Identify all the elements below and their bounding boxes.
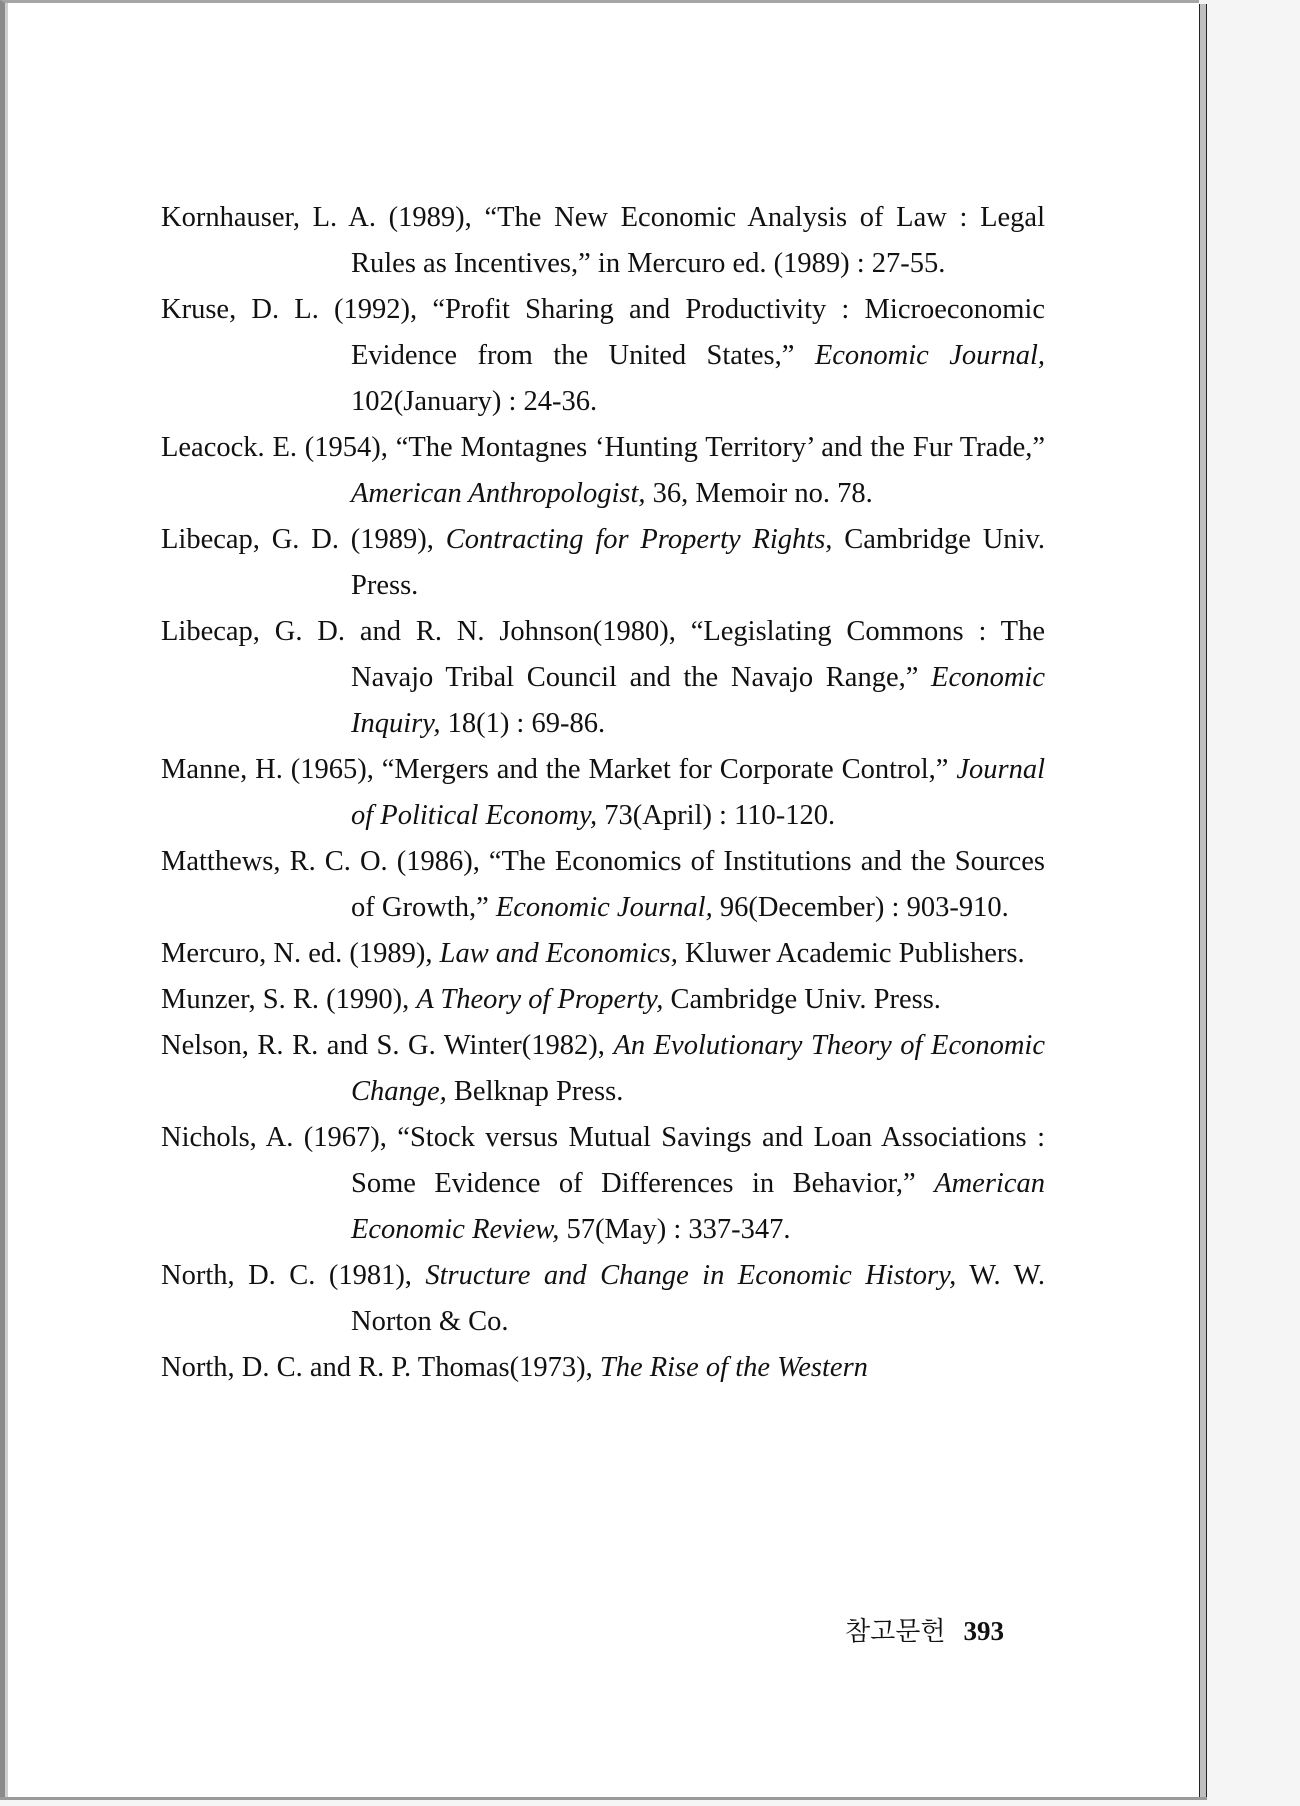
reference-text: Mercuro, N. ed. (1989), [161, 938, 440, 969]
reference-text: Cambridge Univ. Press. [351, 524, 1045, 601]
reference-title-italic: American Economic Review, [351, 1168, 1045, 1245]
running-footer-section: 참고문헌 [845, 1617, 946, 1647]
page-footer [845, 1611, 1004, 1648]
reference-text: 96(December) : 903-910. [712, 892, 1009, 923]
reference-list [161, 195, 1045, 1391]
reference-title-italic: Contracting for Property Rights, [445, 524, 833, 555]
reference-text: Matthews, R. C. O. (1986), “The Economics of Institutions and the Sources of Growth,” [161, 846, 1045, 923]
reference-text: 57(May) : 337-347. [559, 1214, 791, 1245]
reference-entry [161, 747, 1045, 839]
reference-text: Belknap Press. [446, 1076, 624, 1107]
reference-title-italic: Economic Journal, [495, 892, 713, 923]
reference-text: 73(April) : 110-120. [597, 800, 836, 831]
reference-text: 18(1) : 69-86. [440, 708, 606, 739]
reference-title-italic: Journal of Political Economy, [351, 754, 1045, 831]
reference-entry [161, 1023, 1045, 1115]
reference-title-italic: Structure and Change in Economic History, [425, 1260, 957, 1291]
reference-entry [161, 839, 1045, 931]
reference-entry [161, 609, 1045, 747]
reference-entry [161, 287, 1045, 425]
reference-title-italic: A Theory of Property, [416, 984, 664, 1015]
reference-title-italic: American Anthropologist, [351, 478, 646, 509]
reference-text: North, D. C. (1981), [161, 1260, 426, 1291]
reference-text: 102(January) : 24-36. [351, 386, 598, 417]
reference-text: Kruse, D. L. (1992), “Profit Sharing and Productivity : Microeconomic Evidence from the United States,” [161, 294, 1045, 371]
reference-title-italic: The Rise of the Western [599, 1352, 868, 1383]
reference-entry [161, 195, 1045, 287]
reference-text: North, D. C. and R. P. Thomas(1973), [161, 1352, 600, 1383]
reference-title-italic: Economic Inquiry, [351, 662, 1045, 739]
reference-entry [161, 977, 1045, 1023]
reference-text: Libecap, G. D. and R. N. Johnson(1980), “Legislating Commons : The Navajo Tribal Council and the Navajo Range,” [161, 616, 1045, 693]
reference-text: Leacock. E. (1954), “The Montagnes ‘Hunting Territory’ and the Fur Trade,” [161, 432, 1045, 463]
reference-text: 36, Memoir no. 78. [645, 478, 873, 509]
page-number: 393 [963, 1616, 1004, 1646]
reference-entry [161, 1253, 1045, 1345]
reference-text: Nelson, R. R. and S. G. Winter(1982), [161, 1030, 614, 1061]
reference-title-italic: An Evolutionary Theory of Economic Change, [351, 1030, 1045, 1107]
reference-text: Nichols, A. (1967), “Stock versus Mutual Savings and Loan Associations : Some Evidence of Differences in Behavior,” [161, 1122, 1045, 1199]
reference-entry [161, 425, 1045, 517]
reference-entry [161, 517, 1045, 609]
reference-text: Cambridge Univ. Press. [663, 984, 941, 1015]
reference-title-italic: Law and Economics, [439, 938, 678, 969]
reference-text: Manne, H. (1965), “Mergers and the Market for Corporate Control,” [161, 754, 957, 785]
page-edge-bevel [1199, 4, 1207, 1799]
page-bottom-shadow [0, 1797, 1207, 1800]
reference-entry [161, 931, 1045, 977]
reference-entry [161, 1115, 1045, 1253]
reference-text: Munzer, S. R. (1990), [161, 984, 417, 1015]
reference-text: W. W. Norton & Co. [351, 1260, 1045, 1337]
reference-entry [161, 1345, 1045, 1391]
reference-text: Libecap, G. D. (1989), [161, 524, 446, 555]
reference-title-italic: Economic Journal, [814, 340, 1045, 371]
reference-text: Kluwer Academic Publishers. [677, 938, 1025, 969]
reference-text: Kornhauser, L. A. (1989), “The New Economic Analysis of Law : Legal Rules as Incentives,” in Mercuro ed. (1989) : 27-55. [161, 202, 1045, 279]
